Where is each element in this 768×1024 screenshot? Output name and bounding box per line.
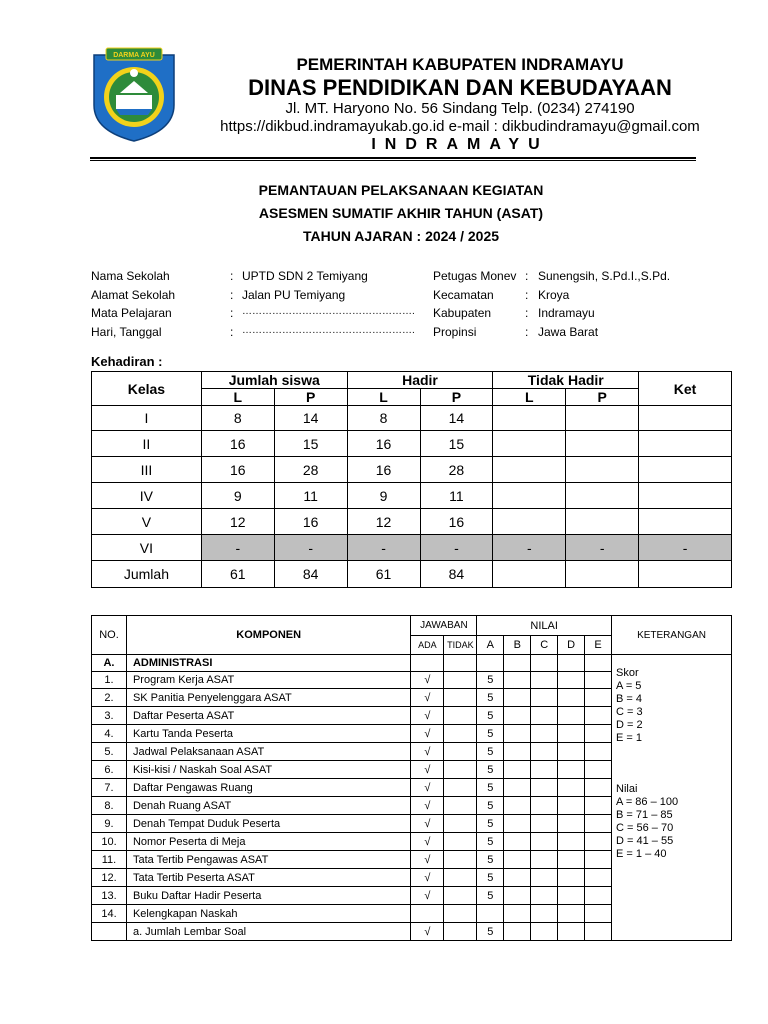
info-colon: : [230,306,234,320]
check-ada: √ [411,797,444,815]
header-l: L [201,389,274,406]
header-d: D [558,636,585,655]
row-item: Kartu Tanda Peserta [126,725,410,743]
skor-item: A = 5 [616,680,642,692]
header-hadir: Hadir [347,372,493,389]
letterhead-rule [90,157,696,159]
cell-tidak-hadir-p [566,431,639,457]
table-row [92,457,732,483]
attendance-heading: Kehadiran : [91,354,163,369]
section-no: A. [92,655,127,672]
cell-tidak-hadir-p [566,483,639,509]
info-value: Kroya [538,288,570,302]
info-label: Petugas Monev [433,269,517,283]
cell-hadir-p: 15 [420,431,493,457]
cell-jumlah-l: 61 [201,561,274,588]
info-label: Alamat Sekolah [91,288,176,302]
document-title-line2: ASESMEN SUMATIF AKHIR TAHUN (ASAT) [258,205,544,221]
cell-tidak-hadir-p [566,561,639,588]
check-ada: √ [411,923,444,941]
score-a: 5 [477,707,504,725]
header-p: P [566,389,639,406]
logo-text: DARMA AYU [113,52,155,59]
row-no: 11. [92,851,127,869]
nilai-title: Nilai [616,783,638,795]
row-no: 2. [92,689,127,707]
cell-kelas: VI [92,535,202,561]
score-a: 5 [477,779,504,797]
cell-jumlah-p: 28 [274,457,347,483]
header-p: P [420,389,493,406]
skor-item: D = 2 [616,719,643,731]
cell-hadir-l: 9 [347,483,420,509]
cell-jumlah-l: 12 [201,509,274,535]
check-ada: √ [411,672,444,689]
cell-tidak-hadir-p [566,457,639,483]
score-a: 5 [477,672,504,689]
check-ada [411,905,444,923]
info-value-blank: ……………………………………………. [242,325,415,336]
cell-kelas: III [92,457,202,483]
info-colon: : [525,269,529,283]
row-item: Kelengkapan Naskah [126,905,410,923]
row-item: Jadwal Pelaksanaan ASAT [126,743,410,761]
score-a [477,905,504,923]
info-colon: : [525,325,529,339]
info-value: UPTD SDN 2 Temiyang [242,269,368,283]
cell-kelas: V [92,509,202,535]
row-no: 10. [92,833,127,851]
cell-tidak-hadir-l: - [493,535,566,561]
government-name: PEMERINTAH KABUPATEN INDRAMAYU [296,55,624,74]
skor-item: E = 1 [616,732,643,744]
row-item: Tata Tertib Pengawas ASAT [126,851,410,869]
header-p: P [274,389,347,406]
header-ket: Ket [639,372,732,406]
score-a: 5 [477,833,504,851]
header-komponen: KOMPONEN [126,616,410,655]
check-ada: √ [411,815,444,833]
row-item: Daftar Pengawas Ruang [126,779,410,797]
cell-jumlah-l: 8 [201,406,274,431]
cell-tidak-hadir-l [493,483,566,509]
cell-ket [639,483,732,509]
row-no: 4. [92,725,127,743]
row-item: Tata Tertib Peserta ASAT [126,869,410,887]
cell-tidak-hadir-l [493,457,566,483]
cell-ket [639,406,732,431]
cell-ket [639,509,732,535]
row-item: Denah Tempat Duduk Peserta [126,815,410,833]
header-jawaban: JAWABAN [411,616,477,636]
info-label: Hari, Tanggal [91,325,162,339]
cell-hadir-l: 16 [347,431,420,457]
info-label: Propinsi [433,325,477,339]
cell-tidak-hadir-p [566,509,639,535]
nilai-item: D = 41 – 55 [616,835,674,847]
cell-tidak-hadir-l [493,509,566,535]
section-row [92,655,732,672]
cell-hadir-p: - [420,535,493,561]
cell-jumlah-p: - [274,535,347,561]
cell-hadir-p: 11 [420,483,493,509]
header-jumlah-siswa: Jumlah siswa [201,372,347,389]
info-label: Kecamatan [433,288,494,302]
section-label: ADMINISTRASI [126,655,410,672]
row-item: Denah Ruang ASAT [126,797,410,815]
nilai-item: B = 71 – 85 [616,809,673,821]
cell-tidak-hadir-p: - [566,535,639,561]
cell-hadir-l: 8 [347,406,420,431]
table-row [92,406,732,431]
row-item: Nomor Peserta di Meja [126,833,410,851]
skor-title: Skor [616,667,639,679]
row-item: SK Panitia Penyelenggara ASAT [126,689,410,707]
header-a: A [477,636,504,655]
cell-tidak-hadir-p [566,406,639,431]
info-value: Jalan PU Temiyang [242,288,346,302]
row-no: 5. [92,743,127,761]
info-value: Jawa Barat [538,325,599,339]
header-tidak: TIDAK [444,636,477,655]
cell-ket [639,561,732,588]
header-no: NO. [92,616,127,655]
cell-hadir-l: 12 [347,509,420,535]
skor-item: B = 4 [616,693,643,705]
score-a: 5 [477,869,504,887]
check-ada: √ [411,725,444,743]
table-row [92,483,732,509]
department-name: DINAS PENDIDIKAN DAN KEBUDAYAAN [248,75,672,100]
skor-item: C = 3 [616,706,643,718]
info-value: Sunengsih, S.Pd.I.,S.Pd. [538,269,671,283]
score-a: 5 [477,887,504,905]
info-value-blank: ……………………………………………. [242,306,415,317]
indramayu-emblem-logo [90,45,178,143]
row-no: 13. [92,887,127,905]
cell-ket [639,431,732,457]
check-ada: √ [411,779,444,797]
cell-tidak-hadir-l [493,561,566,588]
table-row [92,509,732,535]
header-kelas: Kelas [92,372,202,406]
cell-jumlah-p: 16 [274,509,347,535]
cell-kelas: Jumlah [92,561,202,588]
info-colon: : [525,306,529,320]
website-email: https://dikbud.indramayukab.go.id e-mail : dikbudindramayu@gmail.com [220,118,700,135]
cell-jumlah-p: 84 [274,561,347,588]
header-keterangan: KETERANGAN [612,616,732,655]
score-a: 5 [477,797,504,815]
info-label: Mata Pelajaran [91,306,172,320]
check-ada: √ [411,707,444,725]
cell-jumlah-l: 16 [201,431,274,457]
check-ada: √ [411,761,444,779]
cell-hadir-p: 28 [420,457,493,483]
component-table [91,615,732,941]
score-a: 5 [477,851,504,869]
nilai-item: E = 1 – 40 [616,848,667,860]
info-colon: : [230,269,234,283]
header-b: B [504,636,531,655]
score-a: 5 [477,761,504,779]
score-a: 5 [477,689,504,707]
attendance-table [91,371,732,588]
cell-jumlah-p: 11 [274,483,347,509]
score-a: 5 [477,923,504,941]
row-no: 14. [92,905,127,923]
row-item: Program Kerja ASAT [126,672,410,689]
table-row-total [92,561,732,588]
check-ada: √ [411,887,444,905]
cell-kelas: II [92,431,202,457]
document-title-line1: PEMANTAUAN PELAKSANAAN KEGIATAN [258,182,544,198]
info-colon: : [230,325,234,339]
table-row [92,431,732,457]
score-a: 5 [477,725,504,743]
cell-jumlah-l: 9 [201,483,274,509]
header-l: L [493,389,566,406]
row-item: Buku Daftar Hadir Peserta [126,887,410,905]
table-row-shaded [92,535,732,561]
cell-jumlah-p: 14 [274,406,347,431]
cell-hadir-l: - [347,535,420,561]
cell-hadir-p: 16 [420,509,493,535]
header-l: L [347,389,420,406]
row-no: 3. [92,707,127,725]
cell-tidak-hadir-l [493,406,566,431]
cell-ket [639,457,732,483]
info-label: Kabupaten [433,306,492,320]
row-no: 7. [92,779,127,797]
check-ada: √ [411,743,444,761]
cell-kelas: I [92,406,202,431]
row-item: Kisi-kisi / Naskah Soal ASAT [126,761,410,779]
header-nilai: NILAI [477,616,612,636]
cell-hadir-p: 14 [420,406,493,431]
check-ada: √ [411,869,444,887]
check-ada: √ [411,833,444,851]
cell-jumlah-l: 16 [201,457,274,483]
header-e: E [585,636,612,655]
cell-hadir-p: 84 [420,561,493,588]
row-no: 6. [92,761,127,779]
cell-jumlah-l: - [201,535,274,561]
nilai-item: C = 56 – 70 [616,822,674,834]
row-no: 12. [92,869,127,887]
cell-ket: - [639,535,732,561]
header-c: C [531,636,558,655]
score-a: 5 [477,743,504,761]
header-ada: ADA [411,636,444,655]
header-tidak-hadir: Tidak Hadir [493,372,639,389]
row-item: a. Jumlah Lembar Soal [126,923,410,941]
cell-kelas: IV [92,483,202,509]
letterhead-rule-thin [90,160,696,161]
keterangan-legend [612,655,732,941]
check-ada: √ [411,851,444,869]
row-no: 1. [92,672,127,689]
document-title-line3: TAHUN AJARAN : 2024 / 2025 [302,228,500,244]
row-item: Daftar Peserta ASAT [126,707,410,725]
nilai-item: A = 86 – 100 [616,796,679,808]
row-no [92,923,127,941]
info-colon: : [525,288,529,302]
cell-tidak-hadir-l [493,431,566,457]
city-name: INDRAMAYU [371,136,549,153]
row-no: 8. [92,797,127,815]
cell-hadir-l: 16 [347,457,420,483]
cell-hadir-l: 61 [347,561,420,588]
office-address: Jl. MT. Haryono No. 56 Sindang Telp. (0234) 274190 [285,100,635,117]
info-label: Nama Sekolah [91,269,170,283]
check-ada: √ [411,689,444,707]
score-a: 5 [477,815,504,833]
info-value: Indramayu [538,306,595,320]
row-no: 9. [92,815,127,833]
cell-jumlah-p: 15 [274,431,347,457]
info-colon: : [230,288,234,302]
